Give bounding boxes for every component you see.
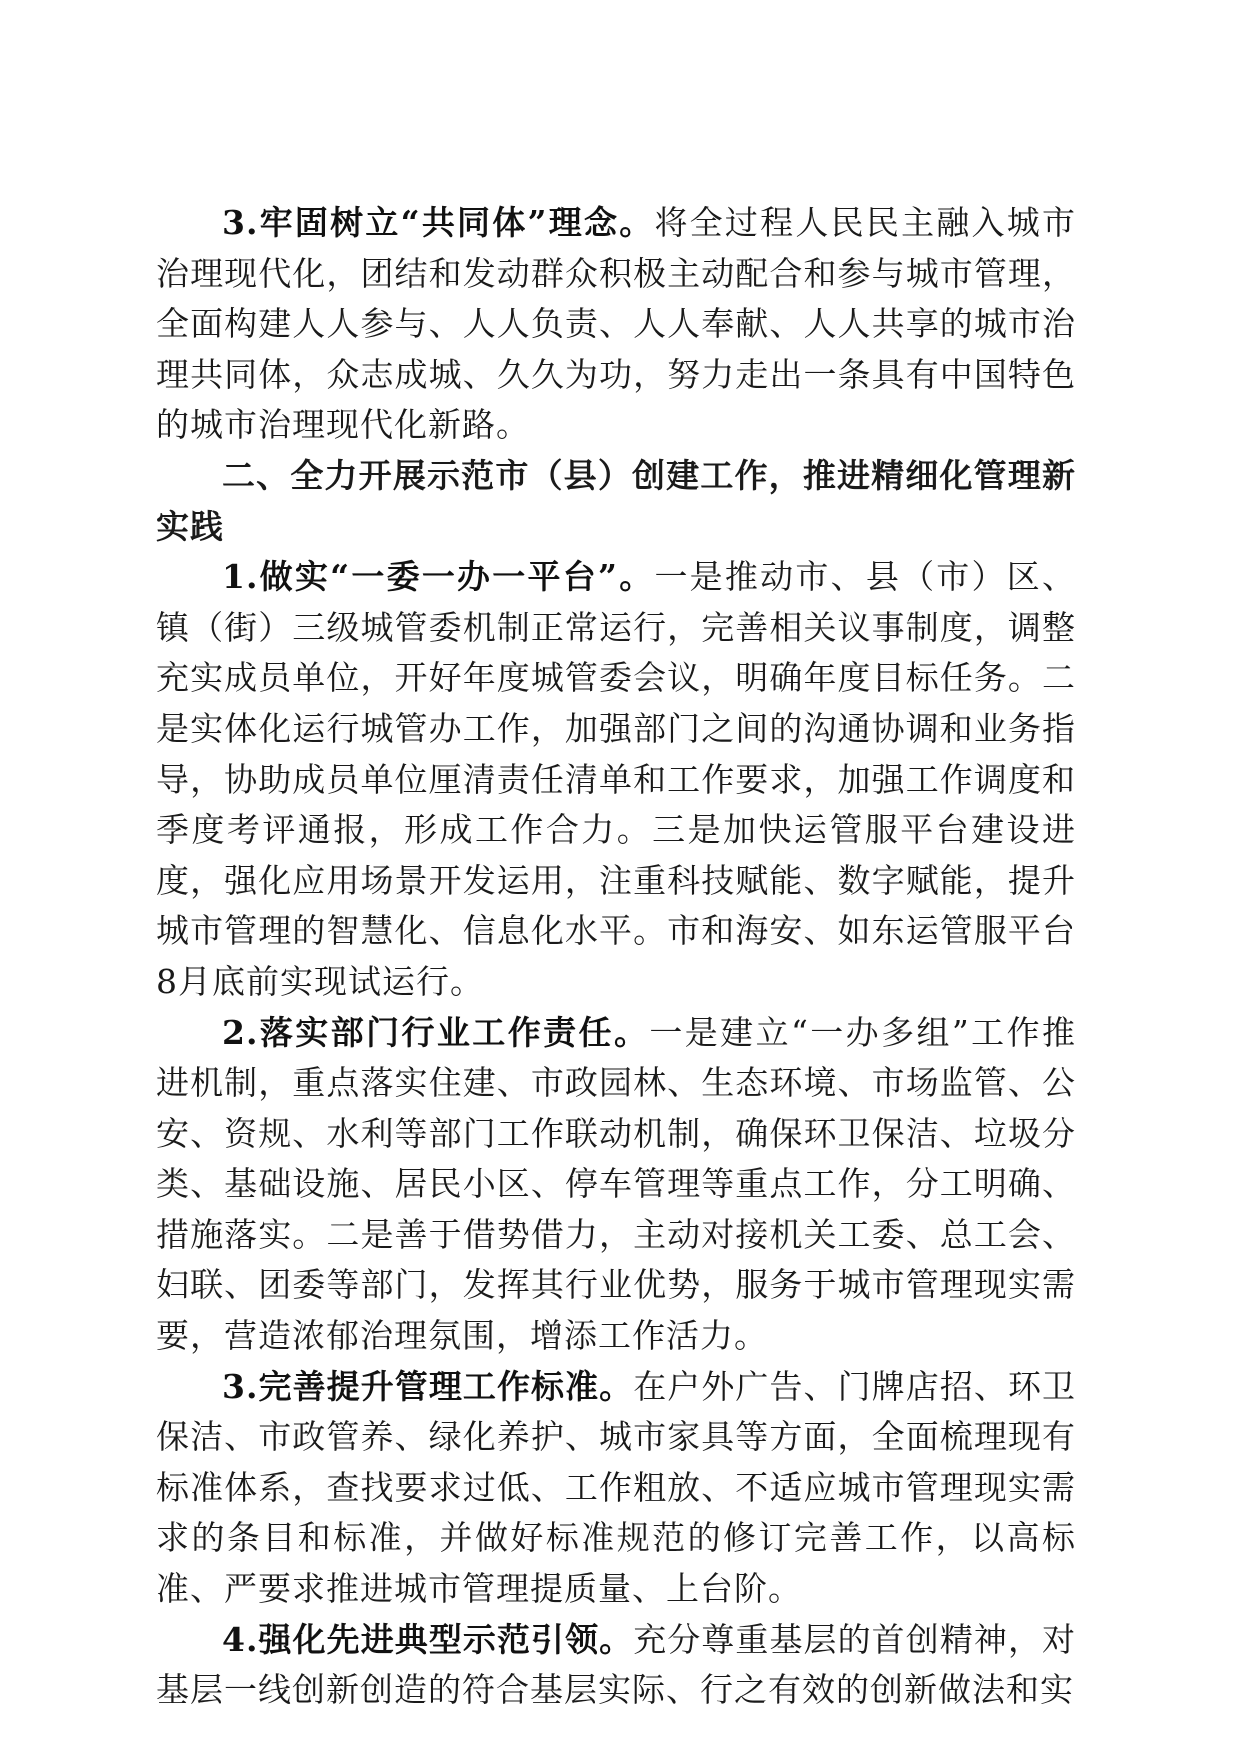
paragraph-text: 在户外广告、门牌店招、环卫保洁、市政管养、绿化养护、城市家具等方面，全面梳理现有标准体系，查找要求过低、工作粗放、不适应城市管理现实需求的条目和标准，并做好标准规范的修订完善工作，以高标准、严要求推进城市管理提质量、上台阶。 — [156, 1366, 1077, 1609]
paragraph-text: 一是推动市、县（市）区、镇（街）三级城管委机制正常运行，完善相关议事制度，调整充实成员单位，开好年度城管委会议，明确年度目标任务。二是实体化运行城管办工作，加强部门之间的沟通协调和业务指导，协助成员单位厘清责任清单和工作要求，加强工作调度和季度考评通报，形成工作合力。三是加快运管服平台建设进度，强化应用场景开发运用，注重科技赋能、数字赋能，提升城市管理的智慧化、信息化水平。市和海安、如东运管服平台8月底前实现试运行。 — [156, 557, 1076, 1001]
paragraph-community-concept — [156, 198, 1076, 451]
paragraph-management-standards — [156, 1362, 1076, 1615]
paragraph-text: 将全过程人民民主融入城市治理现代化，团结和发动群众积极主动配合和参与城市管理，全面构建人人参与、人人负责、人人奉献、人人共享的城市治理共同体，众志成城、久久为功，努力走出一条具有中国特色的城市治理现代化新路。 — [156, 203, 1076, 445]
paragraph-text: 充分尊重基层的首创精神，对基层一线创新创造的符合基层实际、行之有效的创新做法和实 — [156, 1619, 1077, 1710]
paragraph-text: 一是建立“一办多组”工作推进机制，重点落实住建、市政园林、生态环境、市场监管、公安、资规、水利等部门工作联动机制，确保环卫保洁、垃圾分类、基础设施、居民小区、停车管理等重点工作，分工明确、措施落实。二是善于借势借力，主动对接机关工委、总工会、妇联、团委等部门，发挥其行业优势，服务于城市管理现实需要，营造浓郁治理氛围，增添工作活力。 — [156, 1012, 1076, 1356]
paragraph-lead: 4.强化先进典型示范引领。 — [222, 1619, 634, 1659]
section-heading-text: 二、全力开展示范市（县）创建工作，推进精细化管理新实践 — [156, 455, 1076, 546]
paragraph-lead: 3.完善提升管理工作标准。 — [222, 1366, 634, 1406]
paragraph-lead: 2.落实部门行业工作责任。 — [222, 1012, 650, 1052]
paragraph-lead: 1.做实“一委一办一平台”。 — [222, 557, 655, 597]
document-body — [156, 198, 1076, 1716]
section-heading — [156, 451, 1076, 552]
paragraph-one-committee-platform — [156, 552, 1076, 1007]
paragraph-model-demonstration — [156, 1615, 1076, 1716]
paragraph-lead: 3.牢固树立“共同体”理念。 — [222, 203, 655, 242]
paragraph-department-responsibility — [156, 1008, 1076, 1362]
